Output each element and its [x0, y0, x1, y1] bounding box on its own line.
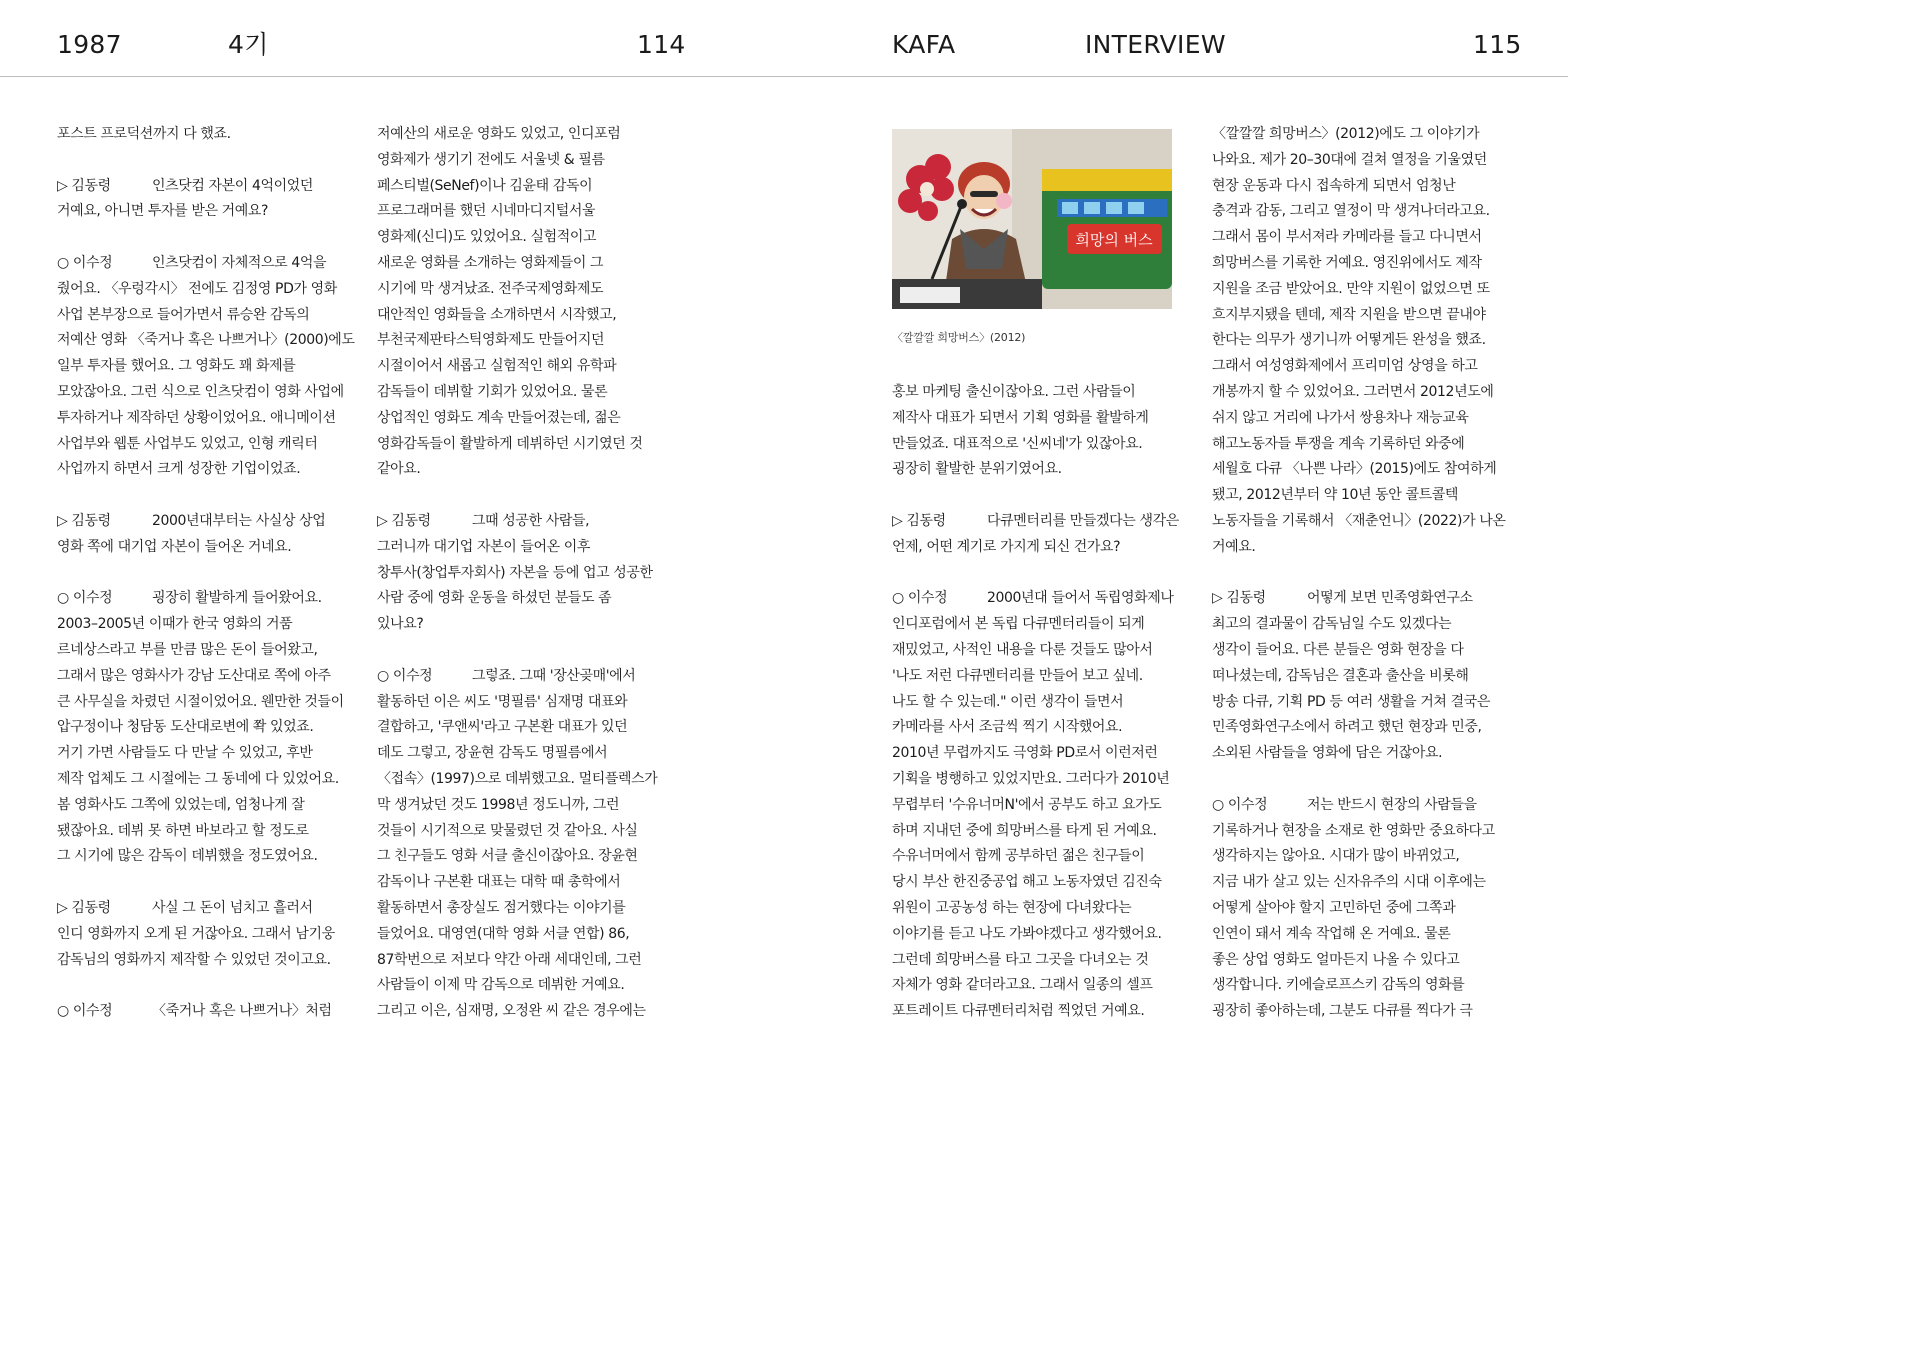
text-line: 줬어요. 〈우렁각시〉 전에도 김정영 PD가 영화	[57, 280, 337, 297]
paragraph	[57, 999, 357, 1025]
text-line: 어떻게 살아야 할지 고민하던 중에 그쪽과	[1212, 899, 1456, 916]
text-line: 생각이 들어요. 다른 분들은 영화 현장을 다	[1212, 641, 1464, 658]
paragraph	[57, 122, 357, 148]
paragraph	[57, 586, 357, 870]
speaker-label: ▷ 김동령	[57, 177, 111, 194]
text-line: 활동하던 이은 씨도 '명필름' 심재명 대표와	[377, 693, 628, 710]
text-line: 압구정이나 청담동 도산대로변에 쫙 있었죠.	[57, 719, 314, 736]
text-line: 감독님의 영화까지 제작할 수 있었던 것이고요.	[57, 951, 331, 968]
paragraph	[377, 664, 677, 1025]
text-line: 영화감독들이 활발하게 데뷔하던 시기였던 것	[377, 435, 643, 452]
text-line: 르네상스라고 부를 만큼 많은 돈이 들어왔고,	[57, 641, 318, 658]
text-line: 사람들이 이제 막 감독으로 데뷔한 거예요.	[377, 977, 625, 994]
text-line: 떠나셨는데, 감독님은 결혼과 출산을 비롯해	[1212, 667, 1469, 684]
speaker-label: ▷ 김동령	[1212, 590, 1266, 607]
text-line	[892, 509, 1192, 535]
text-line: 위원이 고공농성 하는 현장에 다녀왔다는	[892, 899, 1132, 916]
text-column-1	[57, 122, 357, 1051]
paragraph	[57, 174, 357, 226]
text-line: 지원을 조금 받았어요. 만약 지원이 없었으면 또	[1212, 280, 1490, 297]
text-line: 한다는 의무가 생기니까 어떻게든 완성을 했죠.	[1212, 332, 1486, 349]
text-line: 희망버스를 기록한 거예요. 영진위에서도 제작	[1212, 254, 1482, 271]
text-line	[57, 999, 357, 1025]
speaker-label: ○ 이수정	[1212, 796, 1268, 813]
text-line: 모았잖아요. 그런 식으로 인츠닷컴이 영화 사업에	[57, 383, 344, 400]
text-line: 최고의 결과물이 감독님일 수도 있겠다는	[1212, 616, 1452, 633]
text-line: 저예산 영화 〈죽거나 혹은 나쁘거나〉(2000)에도	[57, 332, 355, 349]
line-text: 사실 그 돈이 넘치고 흘러서	[152, 899, 313, 916]
paragraph	[1212, 122, 1512, 561]
speaker-label: ○ 이수정	[377, 667, 433, 684]
text-line: 그런데 희망버스를 타고 그곳을 다녀오는 것	[892, 951, 1149, 968]
text-line: 지금 내가 살고 있는 신자유주의 시대 이후에는	[1212, 874, 1486, 891]
text-line: 이야기를 듣고 나도 가봐야겠다고 생각했어요.	[892, 925, 1162, 942]
text-line	[892, 586, 1192, 612]
text-line: 〈접속〉(1997)으로 데뷔했고요. 멀티플렉스가	[377, 770, 658, 787]
text-line: 포트레이트 다큐멘터리처럼 찍었던 거예요.	[892, 1003, 1145, 1020]
text-line: 충격과 감동, 그리고 열정이 막 생겨나더라고요.	[1212, 203, 1490, 220]
text-line: 민족영화연구소에서 하려고 했던 현장과 민중,	[1212, 719, 1482, 736]
text-line: 그래서 많은 영화사가 강남 도산대로 쪽에 아주	[57, 667, 331, 684]
text-column-4	[1212, 122, 1512, 1051]
text-line: 창투사(창업투자회사) 자본을 등에 업고 성공한	[377, 564, 653, 581]
speaker-label: ▷ 김동령	[57, 512, 111, 529]
text-line: 소외된 사람들을 영화에 담은 거잖아요.	[1212, 745, 1443, 762]
paragraph	[57, 251, 357, 483]
text-column-2	[377, 122, 677, 1051]
line-text: 굉장히 활발하게 들어왔어요.	[152, 590, 322, 607]
text-line: 하며 지내던 중에 희망버스를 타게 된 거예요.	[892, 822, 1157, 839]
text-line: 나와요. 제가 20–30대에 걸쳐 열정을 기울였던	[1212, 151, 1487, 168]
header-section: INTERVIEW	[1085, 30, 1226, 59]
line-text: 〈죽거나 혹은 나쁘거나〉처럼	[152, 1003, 332, 1020]
text-line: 사업까지 하면서 크게 성장한 기업이었죠.	[57, 461, 301, 478]
text-line	[377, 664, 677, 690]
text-line: 카메라를 사서 조금씩 찍기 시작했어요.	[892, 719, 1123, 736]
text-line: 봄 영화사도 그쪽에 있었는데, 엄청나게 잘	[57, 796, 305, 813]
text-line: 언제, 어떤 계기로 가지게 되신 건가요?	[892, 538, 1121, 555]
text-line: 현장 운동과 다시 접속하게 되면서 엄청난	[1212, 177, 1456, 194]
text-line: 〈깔깔깔 희망버스〉(2012)에도 그 이야기가	[1212, 126, 1480, 142]
text-line: 그 친구들도 영화 서클 출신이잖아요. 장윤현	[377, 848, 638, 865]
line-text: 인츠닷컴 자본이 4억이었던	[152, 177, 313, 194]
text-line: 영화제(신디)도 있었어요. 실험적이고	[377, 229, 597, 246]
text-line: 수유너머에서 함께 공부하던 젊은 친구들이	[892, 848, 1145, 865]
paragraph	[57, 896, 357, 973]
line-text: 저는 반드시 현장의 사람들을	[1307, 796, 1477, 813]
text-line	[377, 509, 677, 535]
text-line: 쉬지 않고 거리에 나가서 쌍용차나 재능교육	[1212, 409, 1469, 426]
text-line: 부천국제판타스틱영화제도 만들어지던	[377, 332, 605, 349]
paragraph	[1212, 793, 1512, 1025]
text-line: 노동자들을 기록해서 〈재춘언니〉(2022)가 나온	[1212, 512, 1506, 529]
text-line: '나도 저런 다큐멘터리를 만들어 보고 싶네.	[892, 667, 1143, 684]
text-line	[57, 586, 357, 612]
text-line: 저예산의 새로운 영화도 있었고, 인디포럼	[377, 126, 621, 142]
left-page-number: 114	[637, 30, 686, 59]
text-line: 거기 가면 사람들도 다 만날 수 있었고, 후반	[57, 745, 313, 762]
text-line: 페스티벌(SeNef)이나 김윤태 감독이	[377, 177, 593, 194]
photo-caption: 〈깔깔깔 희망버스〉(2012)	[892, 331, 1026, 344]
text-line: 그래서 여성영화제에서 프리미엄 상영을 하고	[1212, 358, 1478, 375]
text-line: 생각하지는 않아요. 시대가 많이 바뀌었고,	[1212, 848, 1460, 865]
text-line: 굉장히 좋아하는데, 그분도 다큐를 찍다가 극	[1212, 1003, 1473, 1020]
text-line: 재밌었고, 사적인 내용을 다룬 것들도 많아서	[892, 641, 1153, 658]
page-header	[0, 0, 1568, 77]
paragraph	[57, 509, 357, 561]
paragraph	[892, 509, 1192, 561]
text-line: 자체가 영화 같더라고요. 그래서 일종의 셀프	[892, 977, 1153, 994]
right-page-number: 115	[1473, 30, 1522, 59]
line-text: 2000년대부터는 사실상 상업	[152, 512, 326, 529]
text-line: 인디 영화까지 오게 된 거잖아요. 그래서 남기웅	[57, 925, 335, 942]
text-line	[57, 251, 357, 277]
text-line: 그래서 몸이 부서져라 카메라를 들고 다니면서	[1212, 229, 1482, 246]
text-line: 세월호 다큐 〈나쁜 나라〉(2015)에도 참여하게	[1212, 461, 1497, 478]
text-line: 사람 중에 영화 운동을 하셨던 분들도 좀	[377, 590, 612, 607]
line-text: 2000년대 들어서 독립영화제나	[987, 590, 1174, 607]
text-line: 투자하거나 제작하던 상황이었어요. 애니메이션	[57, 409, 336, 426]
film-still-photo	[892, 129, 1172, 309]
text-line: 굉장히 활발한 분위기였어요.	[892, 461, 1062, 478]
text-line: 것들이 시기적으로 맞물렸던 것 같아요. 사실	[377, 822, 638, 839]
text-line: 2010년 무렵까지도 극영화 PD로서 이런저런	[892, 745, 1158, 762]
text-line: 사업 본부장으로 들어가면서 류승완 감독의	[57, 306, 310, 323]
text-line: 거예요, 아니면 투자를 받은 거예요?	[57, 203, 269, 220]
text-line: 거예요.	[1212, 538, 1256, 555]
text-line: 생각합니다. 키에슬로프스키 감독의 영화를	[1212, 977, 1465, 994]
paragraph	[892, 380, 1192, 483]
text-line: 감독들이 데뷔할 기회가 있었어요. 물론	[377, 383, 608, 400]
text-line: 기록하거나 현장을 소재로 한 영화만 중요하다고	[1212, 822, 1495, 839]
text-line: 프로그래머를 했던 시네마디지털서울	[377, 203, 596, 220]
text-line: 감독이나 구본환 대표는 대학 때 총학에서	[377, 874, 621, 891]
text-line	[57, 174, 357, 200]
text-line	[57, 509, 357, 535]
header-cohort: 4기	[228, 30, 269, 59]
speaker-label: ▷ 김동령	[377, 512, 431, 529]
paragraph	[377, 122, 677, 483]
text-line: 새로운 영화를 소개하는 영화제들이 그	[377, 254, 604, 271]
header-org: KAFA	[892, 30, 956, 59]
text-line: 인디포럼에서 본 독립 다큐멘터리들이 되게	[892, 616, 1145, 633]
speaker-label: ○ 이수정	[892, 590, 948, 607]
text-line: 결합하고, '쿠앤씨'라고 구본환 대표가 있던	[377, 719, 628, 736]
paragraph	[377, 509, 677, 638]
header-year: 1987	[57, 30, 122, 59]
film-still-illustration	[892, 129, 1172, 309]
text-line: 큰 사무실을 차렸던 시절이었어요. 웬만한 것들이	[57, 693, 344, 710]
text-line: 대안적인 영화들을 소개하면서 시작했고,	[377, 306, 617, 323]
text-line: 홍보 마케팅 출신이잖아요. 그런 사람들이	[892, 384, 1136, 400]
text-line	[57, 896, 357, 922]
text-line: 사업부와 웹툰 사업부도 있었고, 인형 캐릭터	[57, 435, 318, 452]
text-line: 됐잖아요. 데뷔 못 하면 바보라고 할 정도로	[57, 822, 309, 839]
speaker-label: ○ 이수정	[57, 254, 113, 271]
line-text: 인츠닷컴이 자체적으로 4억을	[152, 254, 327, 271]
text-line: 인연이 돼서 계속 작업해 온 거예요. 물론	[1212, 925, 1451, 942]
text-line: 데도 그렇고, 장윤현 감독도 명필름에서	[377, 745, 608, 762]
text-line: 그리고 이은, 심재명, 오정완 씨 같은 경우에는	[377, 1003, 646, 1020]
text-line: 좋은 상업 영화도 얼마든지 나올 수 있다고	[1212, 951, 1460, 968]
text-line: 영화 쪽에 대기업 자본이 들어온 거네요.	[57, 538, 292, 555]
text-line	[1212, 586, 1512, 612]
text-line: 포스트 프로덕션까지 다 했죠.	[57, 126, 231, 142]
text-line: 그 시기에 많은 감독이 데뷔했을 정도였어요.	[57, 848, 318, 865]
speaker-label: ○ 이수정	[57, 590, 113, 607]
text-line: 무렵부터 '수유너머N'에서 공부도 하고 요가도	[892, 796, 1162, 813]
text-line: 기획을 병행하고 있었지만요. 그러다가 2010년	[892, 770, 1170, 787]
text-line: 그러니까 대기업 자본이 들어온 이후	[377, 538, 591, 555]
text-line: 같아요.	[377, 461, 421, 478]
paragraph	[1212, 586, 1512, 767]
text-line: 활동하면서 총장실도 점거했다는 이야기를	[377, 899, 626, 916]
text-line: 제작 업체도 그 시절에는 그 동네에 다 있었어요.	[57, 770, 339, 787]
text-line: 있나요?	[377, 616, 424, 633]
text-line: 흐지부지됐을 텐데, 제작 지원을 받으면 끝내야	[1212, 306, 1486, 323]
speaker-label: ▷ 김동령	[57, 899, 111, 916]
text-line: 개봉까지 할 수 있었어요. 그러면서 2012년도에	[1212, 383, 1494, 400]
line-text: 그렇죠. 그때 '장산곶매'에서	[472, 667, 636, 684]
bus-sign-text: 희망의 버스	[1075, 231, 1153, 249]
paragraph	[892, 586, 1192, 1025]
text-line	[1212, 793, 1512, 819]
text-line: 87학번으로 저보다 약간 아래 세대인데, 그런	[377, 951, 642, 968]
text-line: 만들었죠. 대표적으로 '신씨네'가 있잖아요.	[892, 435, 1143, 452]
line-text: 어떻게 보면 민족영화연구소	[1307, 590, 1473, 607]
text-line: 2003–2005년 이때가 한국 영화의 거품	[57, 616, 293, 633]
text-line: 해고노동자들 투쟁을 계속 기록하던 와중에	[1212, 435, 1465, 452]
text-line: 방송 다큐, 기획 PD 등 여러 생활을 거쳐 결국은	[1212, 693, 1490, 710]
text-line: 영화제가 생기기 전에도 서울넷 & 필름	[377, 151, 605, 168]
text-line: 됐고, 2012년부터 약 10년 동안 콜트콜텍	[1212, 487, 1458, 504]
text-line: 시기에 막 생겨났죠. 전주국제영화제도	[377, 280, 604, 297]
text-line: 들었어요. 대영연(대학 영화 서클 연합) 86,	[377, 925, 630, 942]
text-line: 상업적인 영화도 계속 만들어졌는데, 젊은	[377, 409, 621, 426]
line-text: 다큐멘터리를 만들겠다는 생각은	[987, 512, 1179, 529]
text-line: 나도 할 수 있는데." 이런 생각이 들면서	[892, 693, 1124, 710]
line-text: 그때 성공한 사람들,	[472, 512, 590, 529]
speaker-label: ○ 이수정	[57, 1003, 113, 1020]
text-line: 당시 부산 한진중공업 해고 노동자였던 김진숙	[892, 874, 1162, 891]
speaker-label: ▷ 김동령	[892, 512, 946, 529]
text-line: 일부 투자를 했어요. 그 영화도 꽤 화제를	[57, 358, 296, 375]
text-line: 제작사 대표가 되면서 기획 영화를 활발하게	[892, 409, 1149, 426]
text-line: 막 생겨났던 것도 1998년 정도니까, 그런	[377, 796, 620, 813]
text-line: 시절이어서 새롭고 실험적인 해외 유학파	[377, 358, 617, 375]
text-column-3	[892, 380, 1192, 1051]
